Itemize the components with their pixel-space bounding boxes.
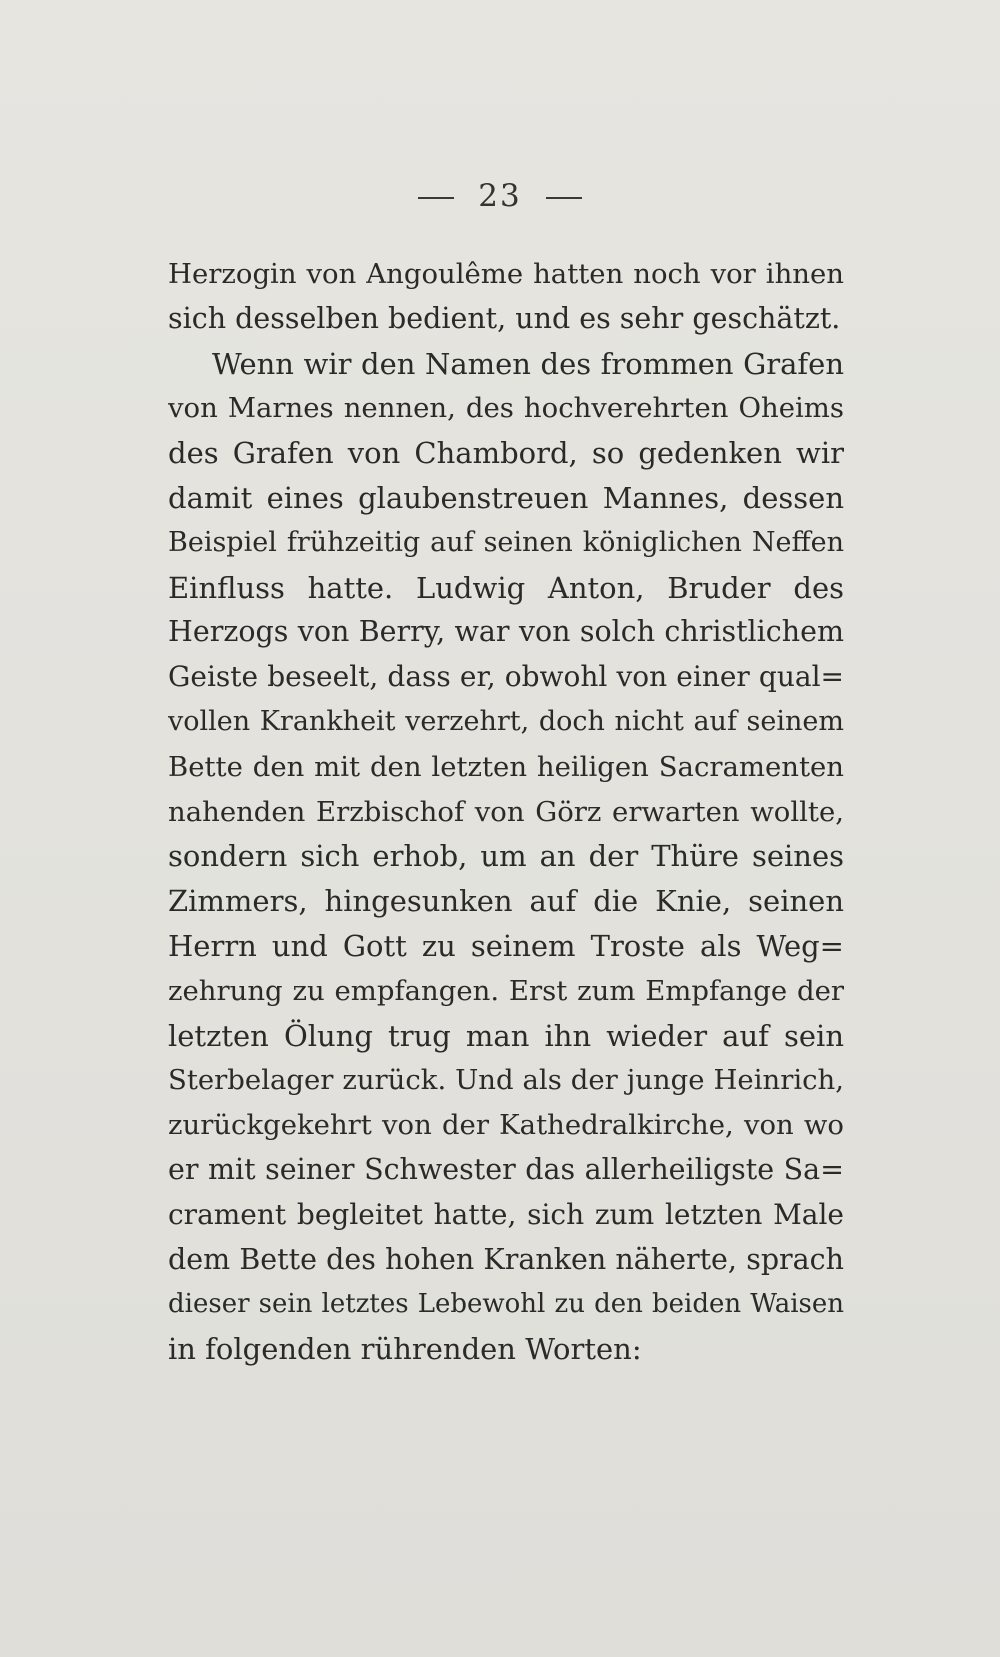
text-line: sich desselben bedient, und es sehr geschätzt. [168,301,841,335]
page-number: 23 [478,178,522,214]
header-dash-right [546,197,582,199]
text-line: zurückgekehrt von der Kathedralkirche, von wo [168,1109,844,1142]
text-line: Wenn wir den Namen des frommen Grafen [212,346,844,381]
text-line: Zimmers, hingesunken auf die Knie, seinen [168,884,844,919]
page-header [0,178,1000,214]
text-line: dieser sein letztes Lebewohl zu den beiden Waisen [168,1289,844,1320]
text-line: crament begleitet hatte, sich zum letzten Male [168,1197,844,1231]
text-line: Herzogin von Angoulême hatten noch vor ihnen [168,258,844,290]
text-line: damit eines glaubenstreuen Mannes, dessen [168,480,844,515]
text-line: letzten Ölung trug man ihn wieder auf sein [168,1018,844,1053]
text-line: des Grafen von Chambord, so gedenken wir [168,436,844,471]
text-line: Sterbelager zurück. Und als der junge Heinrich, [168,1064,844,1097]
text-line: zehrung zu empfangen. Erst zum Empfange der [168,974,844,1007]
text-line: Herrn und Gott zu seinem Troste als Weg= [168,928,844,963]
text-line: Beispiel frühzeitig auf seinen königlichen Neffen [168,526,844,558]
text-line: von Marnes nennen, des hochverehrten Oheims [168,392,844,425]
header-dash-left [418,197,454,199]
text-line: Einfluss hatte. Ludwig Anton, Bruder des [168,570,844,605]
text-line: dem Bette des hohen Kranken näherte, sprach [168,1242,844,1276]
text-line: in folgenden rührenden Worten: [168,1332,642,1367]
body-text [168,252,844,1372]
text-line: er mit seiner Schwester das allerheiligste Sa= [168,1152,844,1186]
text-line: Herzogs von Berry, war von solch christlichem [168,615,844,649]
text-line: sondern sich erhob, um an der Thüre seines [168,839,844,874]
text-line: vollen Krankheit verzehrt, doch nicht auf seinem [168,705,844,737]
text-line: Bette den mit den letzten heiligen Sacramenten [168,750,844,783]
text-line: nahenden Erzbischof von Görz erwarten wollte, [168,795,844,828]
text-line: Geiste beseelt, dass er, obwohl von einer qual= [168,660,844,694]
